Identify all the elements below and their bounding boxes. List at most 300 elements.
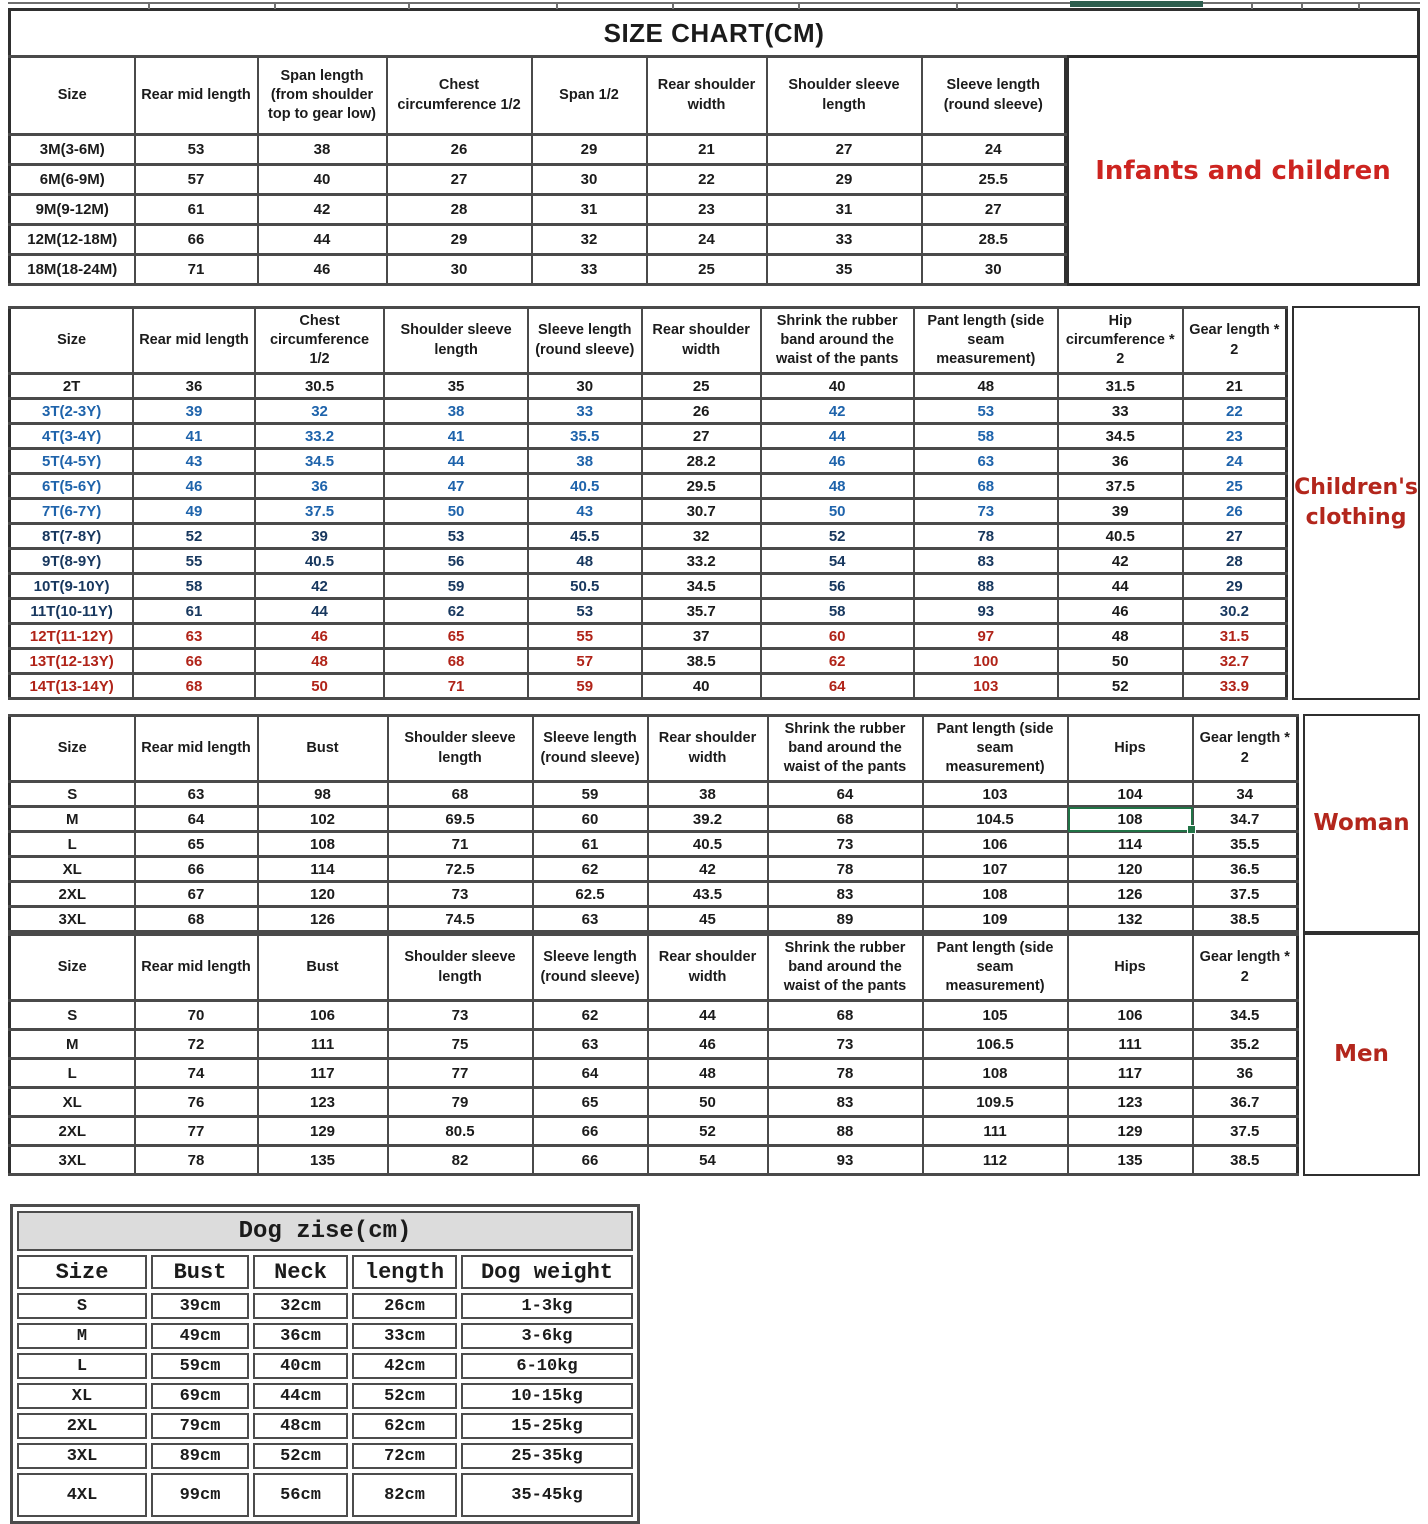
value-cell: 50 xyxy=(648,1088,768,1117)
spacer xyxy=(8,1176,1420,1204)
table-row xyxy=(10,624,1287,649)
value-cell: 71 xyxy=(388,832,533,857)
value-cell: 36 xyxy=(133,374,255,399)
value-cell: 33.2 xyxy=(642,549,761,574)
woman-section xyxy=(8,714,1420,933)
value-cell: 48 xyxy=(761,474,914,499)
value-cell: 36.5 xyxy=(1193,857,1298,882)
value-cell: 28 xyxy=(387,195,532,225)
column-header: Rear shoulder width xyxy=(648,935,768,1001)
value-cell: 108 xyxy=(258,832,388,857)
value-cell: 78 xyxy=(135,1146,258,1175)
size-cell: 2T xyxy=(10,374,134,399)
value-cell: 30 xyxy=(532,165,647,195)
table-row xyxy=(10,1088,1298,1117)
value-cell: 42 xyxy=(761,399,914,424)
value-cell: 30.5 xyxy=(255,374,385,399)
value-cell: 28.5 xyxy=(922,225,1066,255)
value-cell: 64 xyxy=(135,807,258,832)
table-row xyxy=(17,1443,633,1469)
value-cell: 42 xyxy=(258,195,387,225)
value-cell: 55 xyxy=(133,549,255,574)
value-cell: 108 xyxy=(923,882,1068,907)
value-cell: 37 xyxy=(642,624,761,649)
value-cell: 109.5 xyxy=(923,1088,1068,1117)
value-cell: 34.7 xyxy=(1193,807,1298,832)
column-header: Bust xyxy=(258,935,388,1001)
value-cell: 40.5 xyxy=(648,832,768,857)
value-cell: 39 xyxy=(133,399,255,424)
value-cell: 68 xyxy=(388,782,533,807)
value-cell: 64 xyxy=(533,1059,648,1088)
table-row xyxy=(10,857,1298,882)
selected-cell: 108 xyxy=(1068,807,1193,832)
value-cell: 66 xyxy=(135,857,258,882)
value-cell: 39cm xyxy=(151,1293,249,1319)
value-cell: 103 xyxy=(914,674,1058,699)
infants-size-table xyxy=(8,55,1067,286)
value-cell: 32cm xyxy=(253,1293,348,1319)
size-cell: 3M(3-6M) xyxy=(10,135,135,165)
table-row xyxy=(10,135,1066,165)
value-cell: 40 xyxy=(642,674,761,699)
value-cell: 66 xyxy=(133,649,255,674)
value-cell: 73 xyxy=(388,1001,533,1030)
table-row xyxy=(10,225,1066,255)
column-header: Dog weight xyxy=(461,1255,633,1289)
value-cell: 50 xyxy=(255,674,385,699)
woman-category-label: Woman xyxy=(1303,714,1420,933)
value-cell: 27 xyxy=(642,424,761,449)
value-cell: 83 xyxy=(768,1088,923,1117)
value-cell: 1-3kg xyxy=(461,1293,633,1319)
value-cell: 120 xyxy=(258,882,388,907)
woman-size-table xyxy=(8,714,1299,933)
size-cell: 6T(5-6Y) xyxy=(10,474,134,499)
value-cell: 37.5 xyxy=(1193,1117,1298,1146)
value-cell: 53 xyxy=(914,399,1058,424)
size-cell: XL xyxy=(17,1383,147,1409)
size-cell: 5T(4-5Y) xyxy=(10,449,134,474)
table-row xyxy=(10,374,1287,399)
value-cell: 23 xyxy=(647,195,767,225)
value-cell: 29 xyxy=(1183,574,1287,599)
column-header: Span length (from shoulder top to gear low) xyxy=(258,57,387,135)
column-header: Chest circumference 1/2 xyxy=(387,57,532,135)
value-cell: 42 xyxy=(648,857,768,882)
value-cell: 44 xyxy=(648,1001,768,1030)
value-cell: 50.5 xyxy=(528,574,642,599)
value-cell: 93 xyxy=(768,1146,923,1175)
size-cell: 18M(18-24M) xyxy=(10,255,135,285)
size-cell: M xyxy=(17,1323,147,1349)
value-cell: 33 xyxy=(532,255,647,285)
value-cell: 126 xyxy=(258,907,388,932)
spreadsheet-gridline-strip xyxy=(8,0,1420,8)
value-cell: 107 xyxy=(923,857,1068,882)
table-row xyxy=(17,1323,633,1349)
value-cell: 58 xyxy=(914,424,1058,449)
value-cell: 66 xyxy=(533,1117,648,1146)
value-cell: 59 xyxy=(384,574,528,599)
value-cell: 61 xyxy=(533,832,648,857)
value-cell: 49cm xyxy=(151,1323,249,1349)
size-cell: 14T(13-14Y) xyxy=(10,674,134,699)
gridline-tick xyxy=(148,2,150,9)
value-cell: 46 xyxy=(1058,599,1183,624)
value-cell: 39 xyxy=(255,524,385,549)
value-cell: 135 xyxy=(258,1146,388,1175)
value-cell: 52 xyxy=(133,524,255,549)
table-row xyxy=(10,807,1298,832)
table-row xyxy=(10,255,1066,285)
value-cell: 68 xyxy=(768,807,923,832)
value-cell: 42 xyxy=(1058,549,1183,574)
table-row xyxy=(10,1146,1298,1175)
value-cell: 48 xyxy=(648,1059,768,1088)
value-cell: 35.2 xyxy=(1193,1030,1298,1059)
column-header: Gear length * 2 xyxy=(1193,935,1298,1001)
value-cell: 35 xyxy=(384,374,528,399)
value-cell: 26 xyxy=(387,135,532,165)
size-cell: 4XL xyxy=(17,1473,147,1517)
value-cell: 56cm xyxy=(253,1473,348,1517)
value-cell: 46 xyxy=(258,255,387,285)
value-cell: 34.5 xyxy=(1193,1001,1298,1030)
men-size-table xyxy=(8,933,1299,1176)
value-cell: 43.5 xyxy=(648,882,768,907)
value-cell: 63 xyxy=(135,782,258,807)
value-cell: 76 xyxy=(135,1088,258,1117)
value-cell: 38.5 xyxy=(1193,1146,1298,1175)
value-cell: 56 xyxy=(384,549,528,574)
table-row xyxy=(10,782,1298,807)
size-cell: 3T(2-3Y) xyxy=(10,399,134,424)
size-cell: 13T(12-13Y) xyxy=(10,649,134,674)
value-cell: 29.5 xyxy=(642,474,761,499)
column-header: Size xyxy=(17,1255,147,1289)
gridline-tick xyxy=(672,2,674,9)
value-cell: 37.5 xyxy=(1058,474,1183,499)
value-cell: 38 xyxy=(528,449,642,474)
value-cell: 30.2 xyxy=(1183,599,1287,624)
value-cell: 72cm xyxy=(352,1443,457,1469)
table-row xyxy=(10,599,1287,624)
value-cell: 27 xyxy=(767,135,922,165)
value-cell: 73 xyxy=(388,882,533,907)
table-row xyxy=(17,1413,633,1439)
value-cell: 48 xyxy=(255,649,385,674)
size-cell: 9M(9-12M) xyxy=(10,195,135,225)
value-cell: 50 xyxy=(1058,649,1183,674)
table-row xyxy=(10,674,1287,699)
size-cell: 6M(6-9M) xyxy=(10,165,135,195)
gridline-tick xyxy=(798,2,800,9)
value-cell: 36cm xyxy=(253,1323,348,1349)
size-cell: 11T(10-11Y) xyxy=(10,599,134,624)
table-row xyxy=(17,1353,633,1379)
table-row xyxy=(10,399,1287,424)
table-row xyxy=(17,1293,633,1319)
value-cell: 54 xyxy=(648,1146,768,1175)
table-row xyxy=(10,499,1287,524)
value-cell: 34 xyxy=(1193,782,1298,807)
value-cell: 89 xyxy=(768,907,923,932)
gridline-tick xyxy=(1358,2,1360,9)
size-cell: S xyxy=(10,782,135,807)
size-cell: L xyxy=(10,832,135,857)
dog-size-table xyxy=(13,1207,637,1521)
column-header: Sleeve length (round sleeve) xyxy=(533,716,648,782)
column-header: Shrink the rubber band around the waist of the pants xyxy=(768,935,923,1001)
gridline-tick xyxy=(1301,2,1303,9)
value-cell: 98 xyxy=(258,782,388,807)
value-cell: 126 xyxy=(1068,882,1193,907)
value-cell: 45.5 xyxy=(528,524,642,549)
column-header: Size xyxy=(10,716,135,782)
value-cell: 50 xyxy=(761,499,914,524)
value-cell: 42cm xyxy=(352,1353,457,1379)
value-cell: 30 xyxy=(387,255,532,285)
column-header: Size xyxy=(10,57,135,135)
value-cell: 44 xyxy=(761,424,914,449)
value-cell: 64 xyxy=(768,782,923,807)
value-cell: 63 xyxy=(533,907,648,932)
spacer xyxy=(8,700,1420,714)
table-row xyxy=(10,1001,1298,1030)
value-cell: 25-35kg xyxy=(461,1443,633,1469)
value-cell: 49 xyxy=(133,499,255,524)
value-cell: 68 xyxy=(133,674,255,699)
value-cell: 57 xyxy=(528,649,642,674)
value-cell: 35.5 xyxy=(1193,832,1298,857)
value-cell: 52 xyxy=(761,524,914,549)
value-cell: 41 xyxy=(133,424,255,449)
table-row xyxy=(10,649,1287,674)
value-cell: 44 xyxy=(1058,574,1183,599)
value-cell: 38 xyxy=(648,782,768,807)
table-row xyxy=(10,165,1066,195)
value-cell: 47 xyxy=(384,474,528,499)
value-cell: 72.5 xyxy=(388,857,533,882)
gridline-tick xyxy=(556,2,558,9)
gridline-tick xyxy=(1251,2,1253,9)
value-cell: 64 xyxy=(761,674,914,699)
header-row xyxy=(17,1255,633,1289)
value-cell: 26 xyxy=(642,399,761,424)
value-cell: 66 xyxy=(533,1146,648,1175)
value-cell: 27 xyxy=(922,195,1066,225)
value-cell: 48 xyxy=(914,374,1058,399)
value-cell: 44 xyxy=(384,449,528,474)
column-header: Pant length (side seam measurement) xyxy=(923,716,1068,782)
value-cell: 82 xyxy=(388,1146,533,1175)
value-cell: 40.5 xyxy=(1058,524,1183,549)
value-cell: 42 xyxy=(255,574,385,599)
value-cell: 66 xyxy=(135,225,258,255)
value-cell: 88 xyxy=(768,1117,923,1146)
column-header: Shoulder sleeve length xyxy=(388,935,533,1001)
column-header: Gear length * 2 xyxy=(1193,716,1298,782)
value-cell: 27 xyxy=(1183,524,1287,549)
value-cell: 105 xyxy=(923,1001,1068,1030)
value-cell: 73 xyxy=(768,1030,923,1059)
value-cell: 24 xyxy=(1183,449,1287,474)
value-cell: 77 xyxy=(135,1117,258,1146)
value-cell: 123 xyxy=(1068,1088,1193,1117)
column-header: Neck xyxy=(253,1255,348,1289)
value-cell: 114 xyxy=(258,857,388,882)
value-cell: 32 xyxy=(532,225,647,255)
value-cell: 15-25kg xyxy=(461,1413,633,1439)
table-row xyxy=(10,195,1066,225)
table-row xyxy=(10,907,1298,932)
value-cell: 77 xyxy=(388,1059,533,1088)
value-cell: 46 xyxy=(255,624,385,649)
value-cell: 59cm xyxy=(151,1353,249,1379)
value-cell: 43 xyxy=(528,499,642,524)
value-cell: 31.5 xyxy=(1183,624,1287,649)
value-cell: 88 xyxy=(914,574,1058,599)
value-cell: 36 xyxy=(1193,1059,1298,1088)
value-cell: 30 xyxy=(528,374,642,399)
table-row xyxy=(10,449,1287,474)
value-cell: 40cm xyxy=(253,1353,348,1379)
column-header: Rear mid length xyxy=(135,935,258,1001)
value-cell: 44 xyxy=(258,225,387,255)
value-cell: 29 xyxy=(767,165,922,195)
value-cell: 46 xyxy=(133,474,255,499)
value-cell: 35.5 xyxy=(528,424,642,449)
column-header: Size xyxy=(10,308,134,374)
size-cell: L xyxy=(17,1353,147,1379)
value-cell: 62cm xyxy=(352,1413,457,1439)
value-cell: 71 xyxy=(384,674,528,699)
column-header: Size xyxy=(10,935,135,1001)
value-cell: 135 xyxy=(1068,1146,1193,1175)
value-cell: 109 xyxy=(923,907,1068,932)
column-header: Bust xyxy=(258,716,388,782)
value-cell: 74.5 xyxy=(388,907,533,932)
table-row xyxy=(10,524,1287,549)
size-cell: L xyxy=(10,1059,135,1088)
value-cell: 106.5 xyxy=(923,1030,1068,1059)
value-cell: 79cm xyxy=(151,1413,249,1439)
value-cell: 48 xyxy=(1058,624,1183,649)
value-cell: 44cm xyxy=(253,1383,348,1409)
value-cell: 82cm xyxy=(352,1473,457,1517)
value-cell: 55 xyxy=(528,624,642,649)
gridline xyxy=(8,2,1420,4)
value-cell: 99cm xyxy=(151,1473,249,1517)
value-cell: 38.5 xyxy=(1193,907,1298,932)
table-row xyxy=(10,424,1287,449)
value-cell: 65 xyxy=(533,1088,648,1117)
table-row xyxy=(10,574,1287,599)
size-cell: M xyxy=(10,1030,135,1059)
value-cell: 45 xyxy=(648,907,768,932)
value-cell: 38.5 xyxy=(642,649,761,674)
value-cell: 34.5 xyxy=(1058,424,1183,449)
size-cell: S xyxy=(10,1001,135,1030)
value-cell: 89cm xyxy=(151,1443,249,1469)
value-cell: 54 xyxy=(761,549,914,574)
size-cell: 2XL xyxy=(17,1413,147,1439)
value-cell: 34.5 xyxy=(642,574,761,599)
value-cell: 62 xyxy=(533,1001,648,1030)
column-header: Shrink the rubber band around the waist of the pants xyxy=(761,308,914,374)
table-row xyxy=(10,882,1298,907)
size-cell: 7T(6-7Y) xyxy=(10,499,134,524)
value-cell: 10-15kg xyxy=(461,1383,633,1409)
value-cell: 23 xyxy=(1183,424,1287,449)
value-cell: 59 xyxy=(528,674,642,699)
column-header: Chest circumference 1/2 xyxy=(255,308,385,374)
value-cell: 60 xyxy=(761,624,914,649)
size-cell: 8T(7-8Y) xyxy=(10,524,134,549)
column-header: Hips xyxy=(1068,716,1193,782)
size-cell: 3XL xyxy=(10,907,135,932)
value-cell: 29 xyxy=(532,135,647,165)
size-cell: 12T(11-12Y) xyxy=(10,624,134,649)
value-cell: 58 xyxy=(761,599,914,624)
value-cell: 52cm xyxy=(253,1443,348,1469)
value-cell: 33cm xyxy=(352,1323,457,1349)
green-cell-border-segment xyxy=(1070,1,1203,7)
value-cell: 73 xyxy=(768,832,923,857)
column-header: Hip circumference * 2 xyxy=(1058,308,1183,374)
size-cell: 3XL xyxy=(17,1443,147,1469)
table-row xyxy=(10,1117,1298,1146)
value-cell: 32 xyxy=(255,399,385,424)
value-cell: 44 xyxy=(255,599,385,624)
column-header: Shoulder sleeve length xyxy=(388,716,533,782)
value-cell: 117 xyxy=(1068,1059,1193,1088)
value-cell: 28.2 xyxy=(642,449,761,474)
column-header: Shrink the rubber band around the waist of the pants xyxy=(768,716,923,782)
value-cell: 27 xyxy=(387,165,532,195)
value-cell: 102 xyxy=(258,807,388,832)
size-cell: 2XL xyxy=(10,882,135,907)
value-cell: 31 xyxy=(532,195,647,225)
gridline-tick xyxy=(956,2,958,9)
value-cell: 73 xyxy=(914,499,1058,524)
value-cell: 38 xyxy=(384,399,528,424)
value-cell: 33 xyxy=(528,399,642,424)
table-row xyxy=(10,1030,1298,1059)
value-cell: 25.5 xyxy=(922,165,1066,195)
value-cell: 40.5 xyxy=(255,549,385,574)
value-cell: 69.5 xyxy=(388,807,533,832)
size-cell: M xyxy=(10,807,135,832)
size-cell: XL xyxy=(10,857,135,882)
value-cell: 40 xyxy=(258,165,387,195)
value-cell: 46 xyxy=(648,1030,768,1059)
table-row xyxy=(10,832,1298,857)
size-cell: S xyxy=(17,1293,147,1319)
infants-category-label: Infants and children xyxy=(1067,55,1420,286)
value-cell: 69cm xyxy=(151,1383,249,1409)
value-cell: 31.5 xyxy=(1058,374,1183,399)
size-cell: 10T(9-10Y) xyxy=(10,574,134,599)
value-cell: 56 xyxy=(761,574,914,599)
value-cell: 132 xyxy=(1068,907,1193,932)
value-cell: 25 xyxy=(1183,474,1287,499)
value-cell: 62 xyxy=(384,599,528,624)
value-cell: 78 xyxy=(914,524,1058,549)
column-header: length xyxy=(352,1255,457,1289)
value-cell: 74 xyxy=(135,1059,258,1088)
